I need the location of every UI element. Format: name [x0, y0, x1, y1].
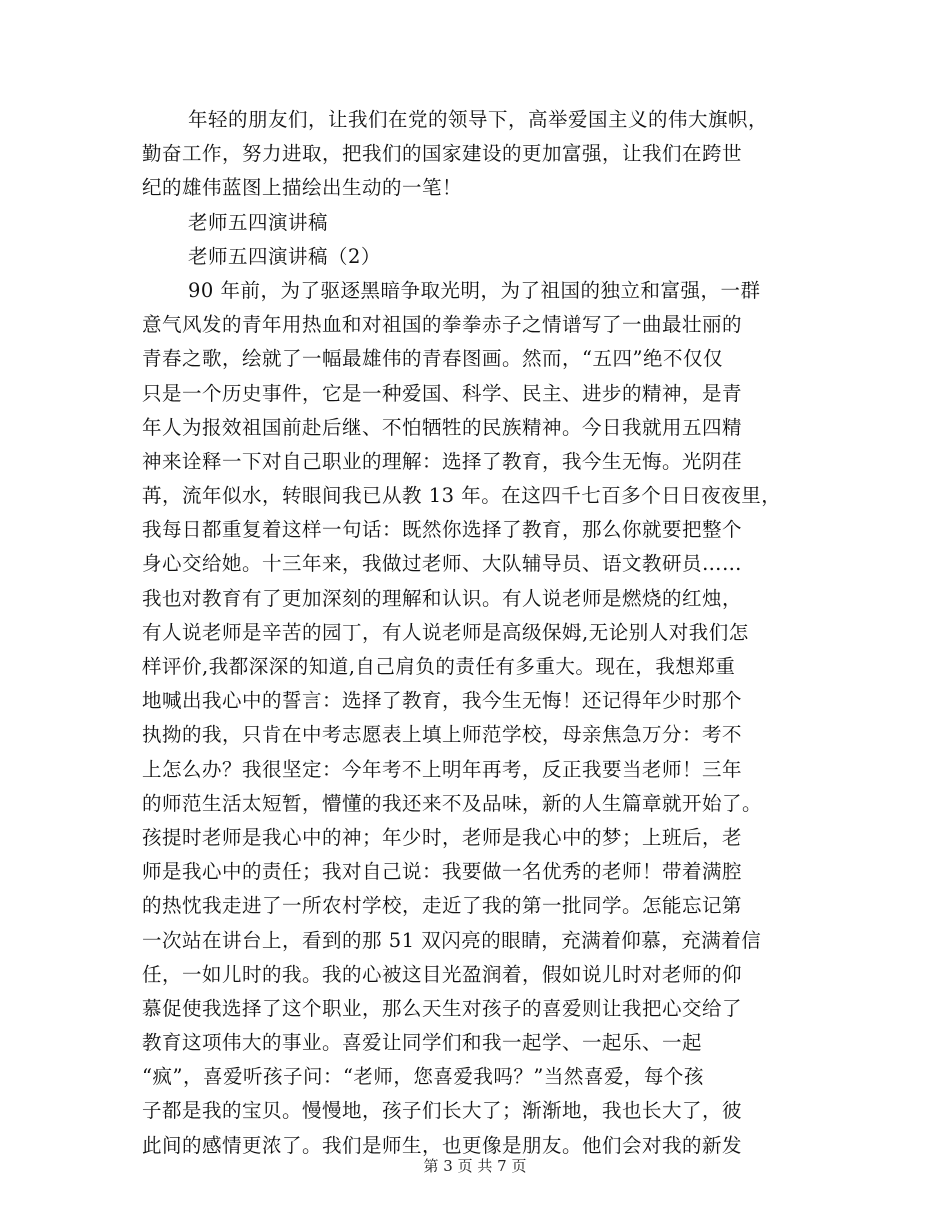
text-line: 我每日都重复着这样一句话：既然你选择了教育，那么你就要把整个 [142, 518, 743, 542]
text-line: 神来诠释一下对自己职业的理解：选择了教育，我今生无悔。光阴荏 [142, 449, 743, 473]
text-line: 苒，流年似水，转眼间我已从教 13 年。在这四千七百多个日日夜夜里， [142, 484, 782, 508]
text-line: 90 年前，为了驱逐黑暗争取光明，为了祖国的独立和富强，一群 [188, 278, 761, 302]
text-line: 只是一个历史事件，它是一种爱国、科学、民主、进步的精神，是青 [142, 381, 743, 405]
section-title: 老师五四演讲稿 [188, 210, 329, 234]
text-line: 一次站在讲台上，看到的那 51 双闪亮的眼睛，充满着仰慕，充满着信 [142, 928, 762, 952]
text-line: 青春之歌，绘就了一幅最雄伟的青春图画。然而，“五四”绝不仅仅 [142, 347, 723, 371]
text-line: 孩提时老师是我心中的神；年少时，老师是我心中的梦；上班后，老 [142, 825, 743, 849]
text-line: 子都是我的宝贝。慢慢地，孩子们长大了；渐渐地，我也长大了，彼 [142, 1099, 743, 1123]
text-line: 任，一如儿时的我。我的心被这目光盈润着，假如说儿时对老师的仰 [142, 962, 743, 986]
text-line: 意气风发的青年用热血和对祖国的拳拳赤子之情谱写了一曲最壮丽的 [142, 313, 743, 337]
text-line: 年人为报效祖国前赴后继、不怕牺牲的民族精神。今日我就用五四精 [142, 415, 743, 439]
text-line: 此间的感情更浓了。我们是师生，也更像是朋友。他们会对我的新发 [142, 1133, 743, 1157]
section-subtitle: 老师五四演讲稿（2） [188, 244, 381, 268]
text-line: “疯”，喜爱听孩子问：“老师，您喜爱我吗？”当然喜爱，每个孩 [142, 1065, 704, 1089]
text-line: 我也对教育有了更加深刻的理解和认识。有人说老师是燃烧的红烛， [142, 586, 743, 610]
text-line: 纪的雄伟蓝图上描绘出生动的一笔！ [142, 176, 463, 200]
text-line: 的热忱我走进了一所农村学校，走近了我的第一批同学。怎能忘记第 [142, 894, 743, 918]
text-line: 地喊出我心中的誓言：选择了教育，我今生无悔！还记得年少时那个 [142, 689, 743, 713]
text-line: 年轻的朋友们，让我们在党的领导下，高举爱国主义的伟大旗帜， [188, 108, 769, 131]
text-line: 有人说老师是辛苦的园丁，有人说老师是高级保姆,无论别人对我们怎 [142, 620, 749, 644]
text-line: 教育这项伟大的事业。喜爱让同学们和我一起学、一起乐、一起 [142, 1031, 703, 1055]
text-line: 慕促使我选择了这个职业，那么天生对孩子的喜爱则让我把心交给了 [142, 996, 743, 1020]
text-line: 师是我心中的责任；我对自己说：我要做一名优秀的老师！带着满腔 [142, 860, 743, 884]
text-line: 执拗的我，只肯在中考志愿表上填上师范学校，母亲焦急万分：考不 [142, 723, 743, 747]
document-body [142, 103, 812, 1163]
text-line: 的师范生活太短暂，懵懂的我还来不及品味，新的人生篇章就开始了。 [142, 791, 763, 815]
text-line: 勤奋工作，努力进取，把我们的国家建设的更加富强，让我们在跨世 [142, 142, 743, 166]
page-footer: 第 3 页 共 7 页 [423, 1157, 527, 1175]
text-line: 样评价,我都深深的知道,自己肩负的责任有多重大。现在，我想郑重 [142, 655, 736, 678]
text-line: 身心交给她。十三年来，我做过老师、大队辅导员、语文教研员…… [142, 552, 743, 576]
text-line: 上怎么办？我很坚定：今年考不上明年再考，反正我要当老师！三年 [142, 757, 743, 781]
